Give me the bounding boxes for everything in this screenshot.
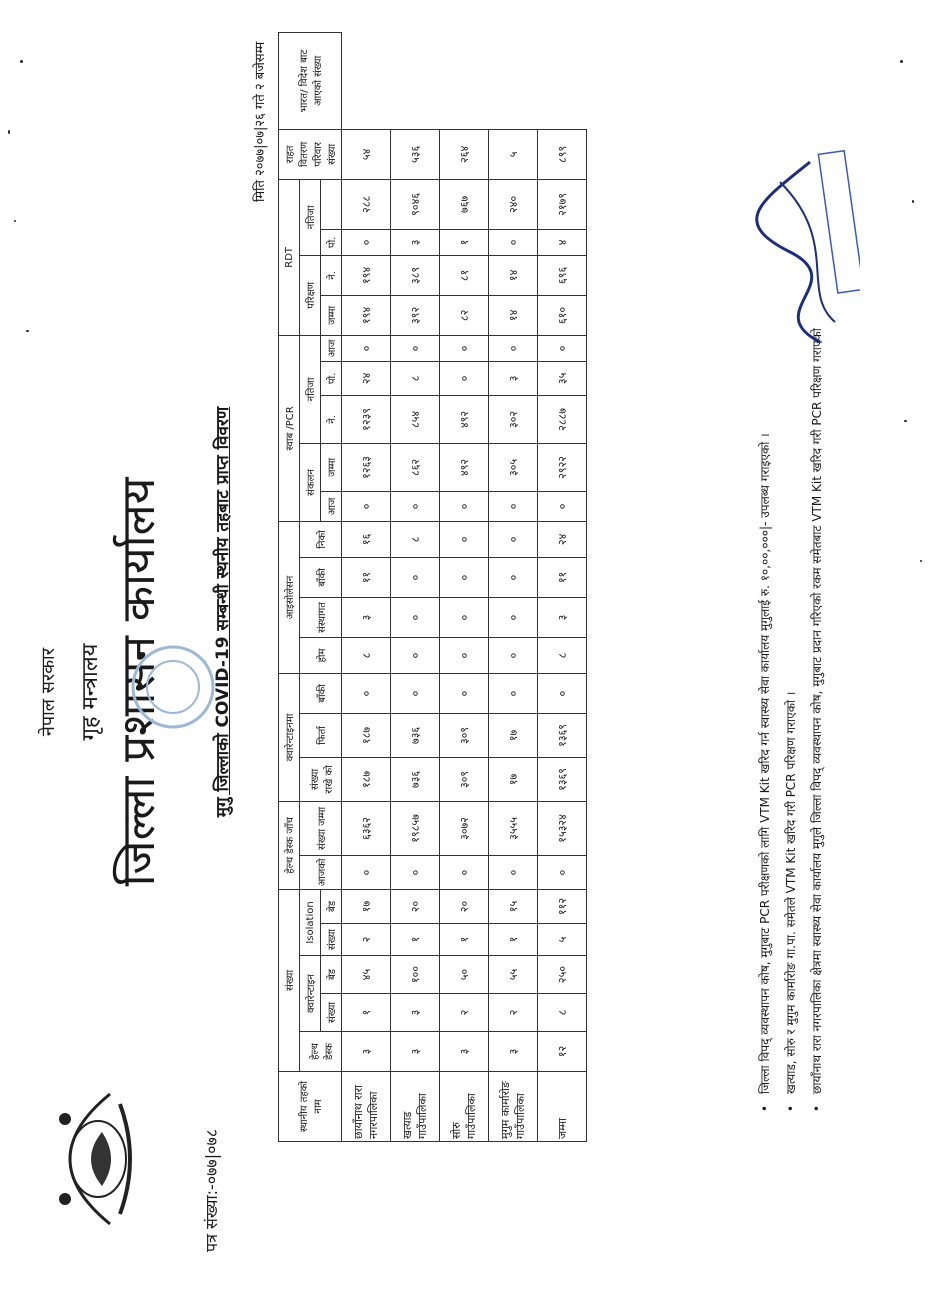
header-bed: बेड [321, 956, 342, 994]
header-health-desk: हेल्थ डेस्क [300, 1032, 342, 1072]
header-result: नतिजा [300, 335, 321, 443]
ministry-heading: गृह मन्त्रालय [78, 643, 103, 741]
header-sankhya: संख्या [279, 889, 300, 1071]
table-cell: ४९२ [440, 395, 489, 443]
header-collection: संकलन [300, 443, 321, 521]
header-sankhya-iso: संख्या [321, 924, 342, 956]
table-cell: २९२२ [538, 443, 587, 491]
table-cell: ० [489, 491, 538, 521]
table-cell: ४९२ [440, 443, 489, 491]
table-cell: २१७९ [538, 179, 587, 229]
note-item: • खत्याड, सोरु र मुगुम कार्मारोङ गा.पा. समेतले VTM Kit खरिद गरी PCR परिक्षण गराएको । [778, 32, 804, 1112]
header-returned: फिर्ता [300, 713, 342, 757]
table-cell: ८५४ [391, 395, 440, 443]
table-cell: ० [538, 855, 587, 889]
header-aaj: आज [321, 491, 342, 521]
table-cell: ० [391, 855, 440, 889]
table-cell: ५५ [489, 956, 538, 994]
table-cell: २ [440, 994, 489, 1032]
table-cell: ७३६ [391, 713, 440, 757]
table-cell: १२६३ [342, 443, 391, 491]
table-cell: ४५ [342, 956, 391, 994]
table-cell: ३०७२ [440, 801, 489, 855]
table-cell: ० [489, 335, 538, 361]
table-cell: ० [391, 597, 440, 637]
header-total-count: संख्या जम्मा [300, 801, 342, 855]
government-heading: नेपाल सरकार [38, 647, 59, 737]
table-cell: २ [342, 924, 391, 956]
report-date: मिति २०७७|०७|२६ गते २ बजेसम्म [253, 41, 268, 202]
table-cell: १२ [538, 1032, 587, 1072]
table-cell: १ [489, 924, 538, 956]
signature-stamp-icon [740, 142, 860, 352]
table-cell: १७ [489, 757, 538, 801]
table-cell: ३ [538, 597, 587, 637]
table-cell: ० [440, 361, 489, 395]
table-cell: ३ [342, 1032, 391, 1072]
table-cell: ० [440, 521, 489, 557]
note-item: • जिल्ला विपद् व्यवस्थापन कोष, मुगुबाट PCR परीक्षणको लागि VTM Kit खरिद गर्न स्वास्थ्य सेवा कार्यालय मुगुलाई रु. १०,००,०००|- उपलब्ध गराइएको । [752, 32, 778, 1112]
table-cell: ११ [342, 557, 391, 597]
table-cell: ० [342, 855, 391, 889]
table-cell: ० [342, 335, 391, 361]
header-health-check: हेल्थ डेस्क जाँच [279, 801, 300, 889]
table-cell: १ [440, 229, 489, 255]
document-title: मुगु जिल्लाको COVID-19 सम्बन्धी स्थनीय तहबाट प्राप्त विवरण [213, 406, 233, 818]
table-cell: ३०२ [489, 395, 538, 443]
header-swab: स्वाब /PCR [279, 335, 300, 521]
table-cell: ३ [342, 597, 391, 637]
header-sankhya-sub: संख्या [321, 994, 342, 1032]
table-cell: ३०९ [440, 757, 489, 801]
table-cell: ० [391, 491, 440, 521]
table-cell: ५ [489, 129, 538, 179]
table-cell: ३ [489, 1032, 538, 1072]
table-cell: ८ [538, 994, 587, 1032]
table-cell: १४ [489, 295, 538, 335]
table-cell: ३ [391, 1032, 440, 1072]
office-seal-icon [128, 642, 218, 732]
header-jamma: जम्मा [321, 443, 342, 491]
table-cell: १०० [391, 956, 440, 994]
local-level-name: मुगुम कार्मारोङ गाउँपालिका [489, 1072, 538, 1142]
local-level-name: छायाँनाथ रारा नगरपालिका [342, 1072, 391, 1142]
header-india: भारत/ विदेश बाट आएको संख्या [279, 33, 342, 130]
table-cell: ० [440, 637, 489, 673]
table-cell: ० [489, 521, 538, 557]
table-cell: १ [440, 924, 489, 956]
table-cell: ० [538, 491, 587, 521]
table-row [440, 33, 489, 1142]
table-cell: २६४ [440, 129, 489, 179]
table-cell: ० [489, 637, 538, 673]
table-cell: ५० [440, 956, 489, 994]
table-cell: ७३६ [391, 757, 440, 801]
table-cell: ० [489, 229, 538, 255]
table-cell: ३ [391, 994, 440, 1032]
table-row [489, 33, 538, 1142]
table-cell: ८ [538, 637, 587, 673]
header-result2: नतिजा [300, 179, 321, 255]
header-bed-iso: बेड [321, 889, 342, 923]
header-quarantine2: क्वारेन्टाइनमा [279, 673, 300, 801]
table-cell: १२३९ [342, 395, 391, 443]
table-cell: ११ [538, 557, 587, 597]
table-cell: १६ [342, 521, 391, 557]
table-cell: ० [391, 673, 440, 713]
header-ne: ने. [321, 395, 342, 443]
table-row [342, 33, 391, 1142]
table-cell: ३५५५ [489, 801, 538, 855]
table-cell: ० [538, 673, 587, 713]
header-today: आजको [300, 855, 342, 889]
header-jamma2: जम्मा [321, 295, 342, 335]
office-heading: जिल्ला प्रशासन कार्यालय [111, 477, 165, 887]
header-relief: राहत वितरण परिवार संख्या [279, 129, 342, 179]
nepal-emblem-icon [40, 1084, 140, 1234]
table-cell: १३६९ [538, 713, 587, 757]
table-cell: १४ [489, 255, 538, 295]
table-cell: ८९९ [538, 129, 587, 179]
table-cell: ८१ [440, 255, 489, 295]
table-cell: ३५ [538, 361, 587, 395]
header-isolation: Isolation [300, 889, 321, 955]
header-local-level: स्थानीय तहको नाम [279, 1072, 342, 1142]
table-row [538, 33, 587, 1142]
table-cell: २० [391, 889, 440, 923]
table-cell: ० [440, 855, 489, 889]
table-cell: २५० [538, 956, 587, 994]
table-cell: ६९६ [538, 255, 587, 295]
table-cell: ० [440, 597, 489, 637]
table-cell: ३ [391, 229, 440, 255]
header-kept: संख्या राखे को [300, 757, 342, 801]
table-cell: १८७ [342, 713, 391, 757]
table-cell: ० [391, 335, 440, 361]
header-test: परिक्षण [300, 255, 321, 335]
table-cell: २ [489, 994, 538, 1032]
header-po2: पो. [321, 229, 342, 255]
table-cell: ० [391, 557, 440, 597]
table-cell: ३८९ [391, 255, 440, 295]
local-level-name: जम्मा [538, 1072, 587, 1142]
table-cell: २४ [342, 361, 391, 395]
table-cell: ८ [391, 521, 440, 557]
table-cell: ३९२ [391, 295, 440, 335]
table-cell: ० [440, 491, 489, 521]
table-cell: ० [440, 673, 489, 713]
table-cell: ३ [489, 361, 538, 395]
table-cell: ० [342, 491, 391, 521]
header-remain-iso: बाँकी [300, 557, 342, 597]
local-level-name: सोरु गाउँपालिका [440, 1072, 489, 1142]
table-cell: ४ [538, 229, 587, 255]
table-cell: १ [342, 994, 391, 1032]
table-cell: १५ [489, 889, 538, 923]
table-cell: ० [440, 557, 489, 597]
table-cell: ० [538, 335, 587, 361]
table-cell: ० [391, 637, 440, 673]
table-cell: ० [489, 597, 538, 637]
table-cell: १७ [489, 713, 538, 757]
table-cell: ३ [440, 1032, 489, 1072]
table-cell: ८ [342, 637, 391, 673]
table-cell: ८२ [440, 295, 489, 335]
table-cell: १७ [342, 889, 391, 923]
header-isolation2: आइसोलेसन [279, 521, 300, 673]
table-cell: १९४ [342, 295, 391, 335]
table-cell: ७६७ [440, 179, 489, 229]
table-cell: ९०४६ [391, 179, 440, 229]
table-cell: १९८५७ [391, 801, 440, 855]
header-remaining: बाँकी [300, 673, 342, 713]
header-quarantine: क्वारेन्टाइन [300, 956, 321, 1032]
header-recovered: निको [300, 521, 342, 557]
table-cell: ५३६ [391, 129, 440, 179]
letter-number: पत्र संख्या:-०७७|०७८ [202, 1128, 221, 1252]
header-aa: आज [321, 335, 342, 361]
header-institutional: संस्थागत [300, 597, 342, 637]
table-cell: १ [391, 924, 440, 956]
table-cell: ६३६२ [342, 801, 391, 855]
header-po: पो. [321, 361, 342, 395]
table-cell: १५३२४ [538, 801, 587, 855]
table-row [391, 33, 440, 1142]
table-cell: २४ [538, 521, 587, 557]
table-cell: १८७ [342, 757, 391, 801]
table-cell: ० [489, 673, 538, 713]
table-cell: ३०९ [440, 713, 489, 757]
table-cell: १९४ [342, 255, 391, 295]
table-cell: २८८७ [538, 395, 587, 443]
note-item: • छायाँनाथ रारा नगरपालिका क्षेत्रमा स्वास्थ्य सेवा कार्यालय मुगुले जिल्ला विपद् व्यवस्थापन कोष, मुगुबाट प्रदान गरिएको रकम समेतबाट VTM Kit खरिद गरी PCR परिक्षण गराएको [804, 32, 830, 1112]
table-cell: ८६२ [391, 443, 440, 491]
table-cell: ३०५ [489, 443, 538, 491]
table-cell: ११२ [538, 889, 587, 923]
table-cell: ० [489, 557, 538, 597]
header-ne2: ने. [321, 255, 342, 295]
local-level-name: खत्याड गाउँपालिका [391, 1072, 440, 1142]
table-cell: ५ [538, 924, 587, 956]
table-cell: २८८ [342, 179, 391, 229]
table-cell: ६१० [538, 295, 587, 335]
table-cell: २० [440, 889, 489, 923]
table-cell: ५४ [342, 129, 391, 179]
table-cell: ० [489, 855, 538, 889]
table-cell: ० [440, 335, 489, 361]
table-cell: ० [342, 673, 391, 713]
header-home: होम [300, 637, 342, 673]
table-cell: ० [342, 229, 391, 255]
table-cell: ८ [391, 361, 440, 395]
header-rdt: RDT [279, 179, 300, 335]
table-cell: १३६९ [538, 757, 587, 801]
covid-data-table [278, 32, 587, 1142]
table-cell: २४० [489, 179, 538, 229]
